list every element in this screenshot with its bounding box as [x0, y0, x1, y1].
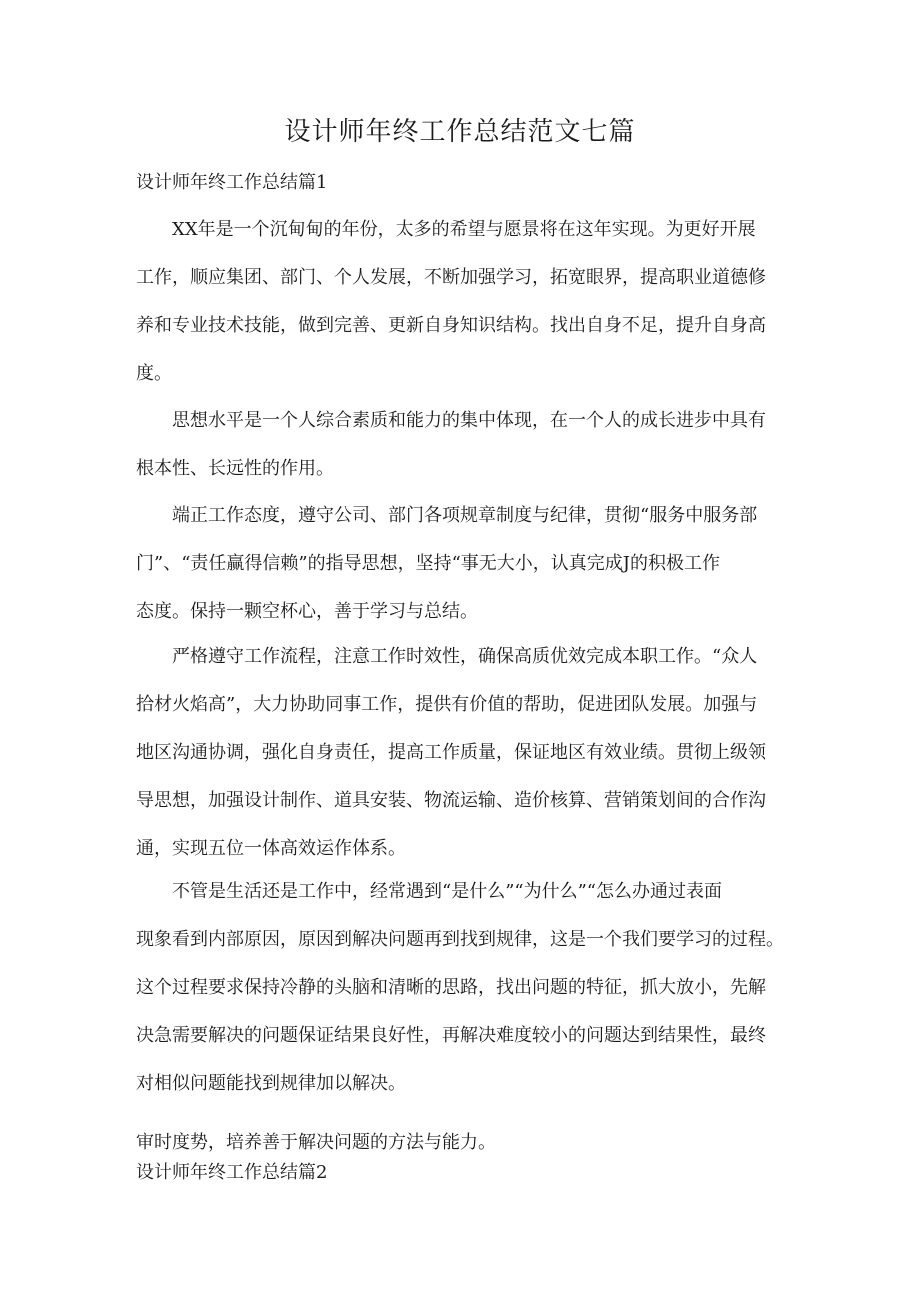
paragraph-line: 严格遵守工作流程，注意工作时效性，确保高质优效完成本职工作。“众人 — [172, 646, 758, 667]
paragraph-line: 这个过程要求保持冷静的头脑和清晰的思路，找出问题的特征，抓大放小，先解 — [136, 977, 766, 998]
paragraph-line: 根本性、长远性的作用。 — [136, 458, 334, 479]
paragraph-line: 度。 — [136, 363, 172, 384]
paragraph-line: 决急需要解决的问题保证结果良好性，再解决难度较小的问题达到结果性，最终 — [136, 1025, 766, 1046]
paragraph-line: 不管是生活还是工作中，经常遇到“是什么”“为什么”“怎么办通过表面 — [172, 881, 723, 902]
paragraph-line: 拾材火焰高”，大力协助同事工作，提供有价值的帮助，促进团队发展。加强与 — [136, 694, 758, 715]
paragraph-line: 门”、“责任赢得信赖”的指导思想，坚持“事无大小，认真完成J的积极工作 — [136, 553, 721, 574]
paragraph-line: 思想水平是一个人综合素质和能力的集中体现，在一个人的成长进步中具有 — [172, 410, 766, 431]
paragraph-5 — [136, 868, 801, 1108]
paragraph-line: 工作，顺应集团、部门、个人发展，不断加强学习，拓宽眼界，提高职业道德修 — [136, 267, 766, 288]
paragraph-line: 态度。保持一颗空杯心，善于学习与总结。 — [136, 601, 478, 622]
paragraph-1 — [136, 206, 801, 398]
section-heading-2: 设计师年终工作总结篇2 — [136, 1162, 328, 1183]
section-heading-1: 设计师年终工作总结篇1 — [136, 172, 328, 193]
paragraph-line: 通，实现五位一体高效运作体系。 — [136, 838, 406, 859]
paragraph-line: 地区沟通协调，强化自身责任，提高工作质量，保证地区有效业绩。贯彻上级领 — [136, 742, 766, 763]
paragraph-4 — [136, 633, 801, 873]
paragraph-line: 端正工作态度，遵守公司、部门各项规章制度与纪律，贯彻“服务中服务部 — [172, 505, 758, 526]
paragraph-line: XX年是一个沉甸甸的年份，太多的希望与愿景将在这年实现。为更好开展 — [172, 219, 756, 240]
closing-line: 审时度势，培养善于解决问题的方法与能力。 — [136, 1132, 496, 1153]
paragraph-line: 对相似问题能找到规律加以解决。 — [136, 1073, 406, 1094]
paragraph-2 — [136, 397, 801, 493]
document-title: 设计师年终工作总结范文七篇 — [284, 117, 636, 147]
paragraph-line: 现象看到内部原因，原因到解决问题再到找到规律，这是一个我们要学习的过程。 — [136, 929, 784, 950]
paragraph-3 — [136, 492, 801, 636]
paragraph-line: 养和专业技术技能，做到完善、更新自身知识结构。找出自身不足，提升自身高 — [136, 315, 766, 336]
paragraph-line: 导思想，加强设计制作、道具安装、物流运输、造价核算、营销策划间的合作沟 — [136, 790, 766, 811]
